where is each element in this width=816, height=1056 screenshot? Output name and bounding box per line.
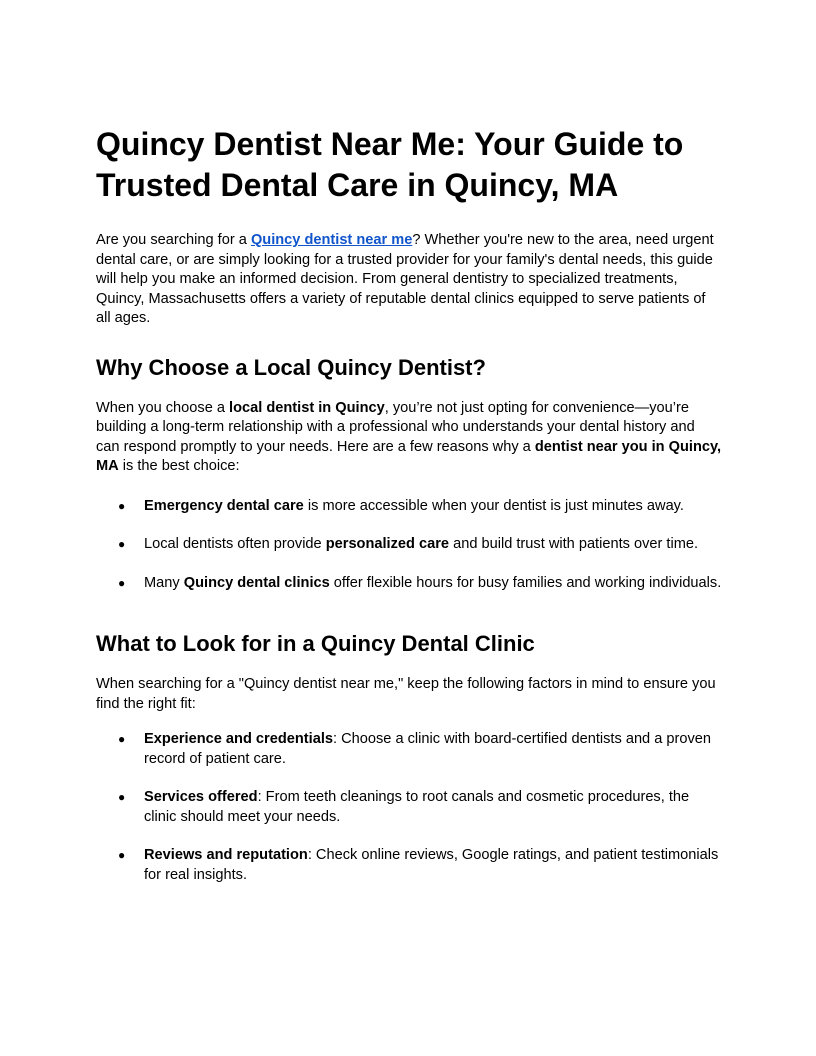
intro-text-1: Are you searching for a [96,232,251,248]
item-text: Many [144,574,184,591]
intro-text-2: ? Whether you're new to the area, need urgent dental care, or are simply looking for a trusted provider for your family's dental needs, this guide will help you make an informed decision. From general dentistry to specialized treatments, Quincy, Massachusetts offers a variety of reputable dental clinics equipped to serve patients of all ages. [96,232,714,326]
item-text: : Check online reviews, Google ratings, and patient testimonials for real insights. [144,847,719,883]
list-item [96,497,722,517]
item-text: is more accessible when your dentist is just minutes away. [303,497,684,514]
why-bold-2: dentist near you in Quincy, MA [96,438,722,474]
why-text-2: , you’re not just opting for convenience—you’re building a long-term relationship with a professional who understands your dental history and can respond promptly to your needs. Here are a few reasons why a [96,399,695,455]
why-text-3: is the best choice: [118,458,240,474]
look-bullet-list [96,730,722,885]
heading-why-choose: Why Choose a Local Quincy Dentist? [96,354,486,380]
item-text: and build trust with patients over time. [449,536,699,552]
list-item [96,535,722,555]
page-title: Quincy Dentist Near Me: Your Guide to Trusted Dental Care in Quincy, MA [96,126,684,203]
bullet-icon: ● [118,537,126,551]
bullet-icon: ● [118,732,126,746]
list-item [96,788,722,827]
item-text: : From teeth cleanings to root canals and cosmetic procedures, the clinic should meet your needs. [144,789,690,825]
bullet-icon: ● [118,575,126,590]
why-text-1: When you choose a [96,399,230,416]
bullet-icon: ● [118,848,126,862]
item-bold: Quincy dental clinics [183,574,330,591]
item-text: Local dentists often provide [144,536,326,552]
bullet-icon: ● [118,790,126,804]
item-bold: personalized care [325,536,450,552]
list-item [96,846,722,885]
document-page [96,124,722,904]
item-bold: Services offered [144,789,258,805]
look-paragraph: When searching for a "Quincy dentist near me," keep the following factors in mind to ensure you find the right fit: [96,676,716,712]
item-text: offer flexible hours for busy families and working individuals. [329,574,722,591]
why-bold-1: local dentist in Quincy [229,399,385,416]
item-bold: Reviews and reputation [144,847,308,863]
item-bold: Emergency dental care [144,497,304,514]
item-bold: Experience and credentials [144,731,333,747]
list-item [96,730,722,769]
quincy-dentist-link[interactable]: Quincy dentist near me [250,232,413,248]
heading-what-to-look-for: What to Look for in a Quincy Dental Clinic [96,631,535,656]
why-paragraph [96,399,722,477]
list-item [96,574,722,594]
intro-paragraph [96,231,722,329]
bullet-icon: ● [118,498,126,513]
why-bullet-list [96,497,722,594]
item-text: : Choose a clinic with board-certified dentists and a proven record of patient care. [144,731,712,767]
